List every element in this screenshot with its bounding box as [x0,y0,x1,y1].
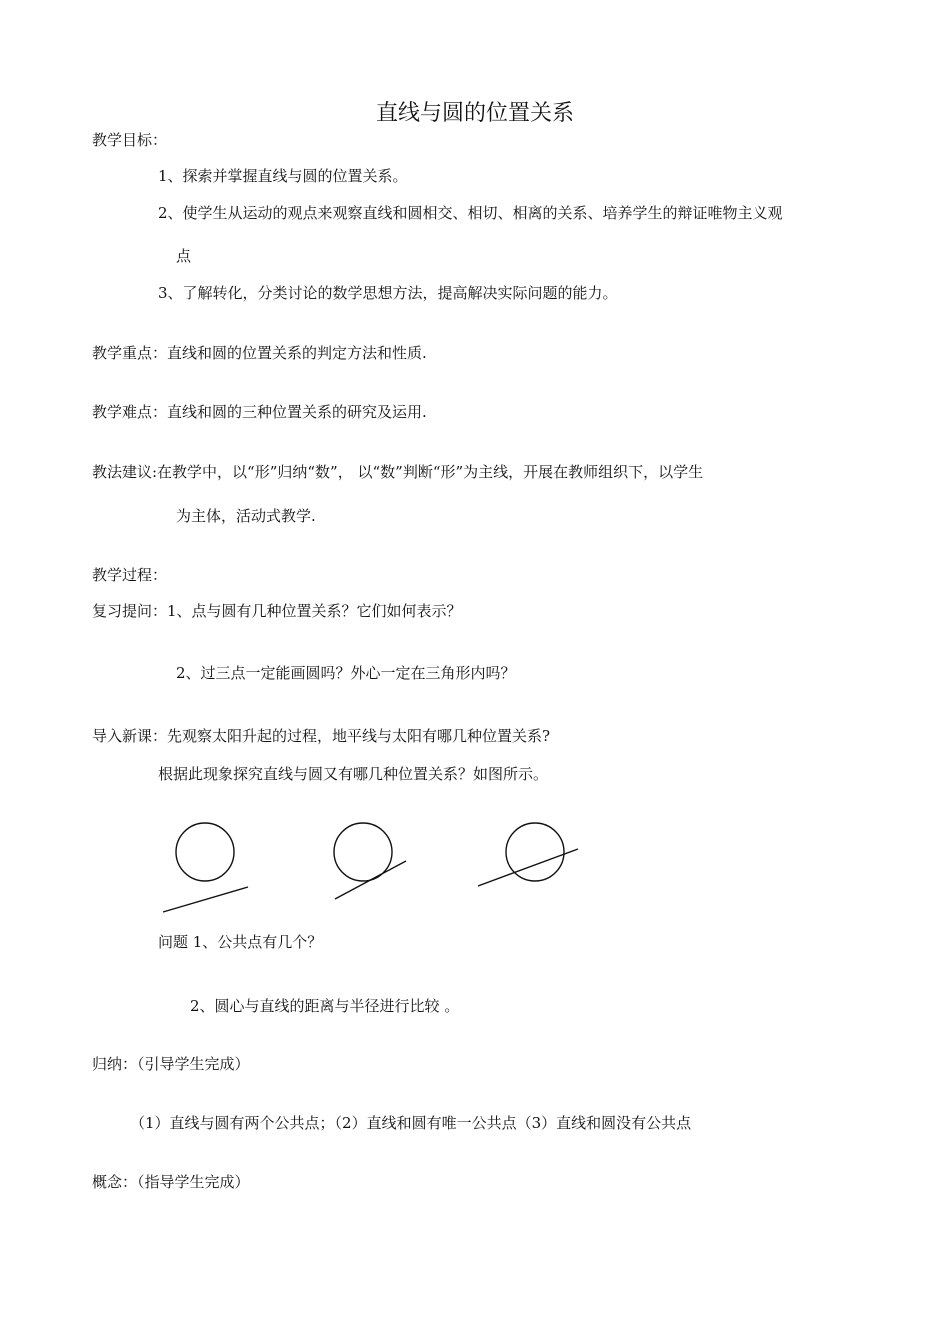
objective-2-line-1: 2、使学生从运动的观点来观察直线和圆相交、相切、相离的关系、培养学生的辩证唯物主义观 [158,204,783,222]
summary-heading: 归纳：（引导学生完成） [92,1055,250,1073]
circle-separate [176,823,234,881]
question-2: 2、圆心与直线的距离与半径进行比较 。 [190,997,460,1015]
figure-intersect [478,823,578,886]
question-1: 问题 1、公共点有几个？ [158,933,323,951]
objective-2-line-2: 点 [176,247,192,265]
circle-tangent [334,823,392,881]
line-separate [163,887,248,912]
review-question-1: 复习提问：1、点与圆有几种位置关系？它们如何表示？ [92,602,462,620]
intro-line-1: 导入新课：先观察太阳升起的过程，地平线与太阳有哪几种位置关系? [92,727,551,745]
process-heading: 教学过程： [92,566,168,584]
objective-1: 1、探索并掌握直线与圆的位置关系。 [158,167,408,185]
summary-content: （1）直线与圆有两个公共点；（2）直线和圆有唯一公共点（3）直线和圆没有公共点 [130,1114,692,1132]
figure-tangent [334,823,406,899]
method-line-1: 教法建议:在教学中，以“形”归纳“数”， 以“数”判断“形”为主线，开展在教师组织下，以学生 [92,463,704,481]
page-title: 直线与圆的位置关系 [375,101,574,126]
line-circle-figures [150,815,590,920]
line-tangent [335,861,406,899]
objectives-heading: 教学目标： [92,131,168,149]
key-point: 教学重点：直线和圆的位置关系的判定方法和性质. [92,344,427,362]
intro-line-2: 根据此现象探究直线与圆又有哪几种位置关系？如图所示。 [158,765,549,783]
objective-3: 3、了解转化，分类讨论的数学思想方法，提高解决实际问题的能力。 [158,284,618,302]
figure-separate [163,823,248,912]
review-question-2: 2、过三点一定能画圆吗？外心一定在三角形内吗？ [176,664,516,682]
concept-heading: 概念：（指导学生完成） [92,1173,250,1191]
difficulty: 教学难点：直线和圆的三种位置关系的研究及运用. [92,403,427,421]
method-line-2: 为主体，活动式教学. [176,507,316,525]
